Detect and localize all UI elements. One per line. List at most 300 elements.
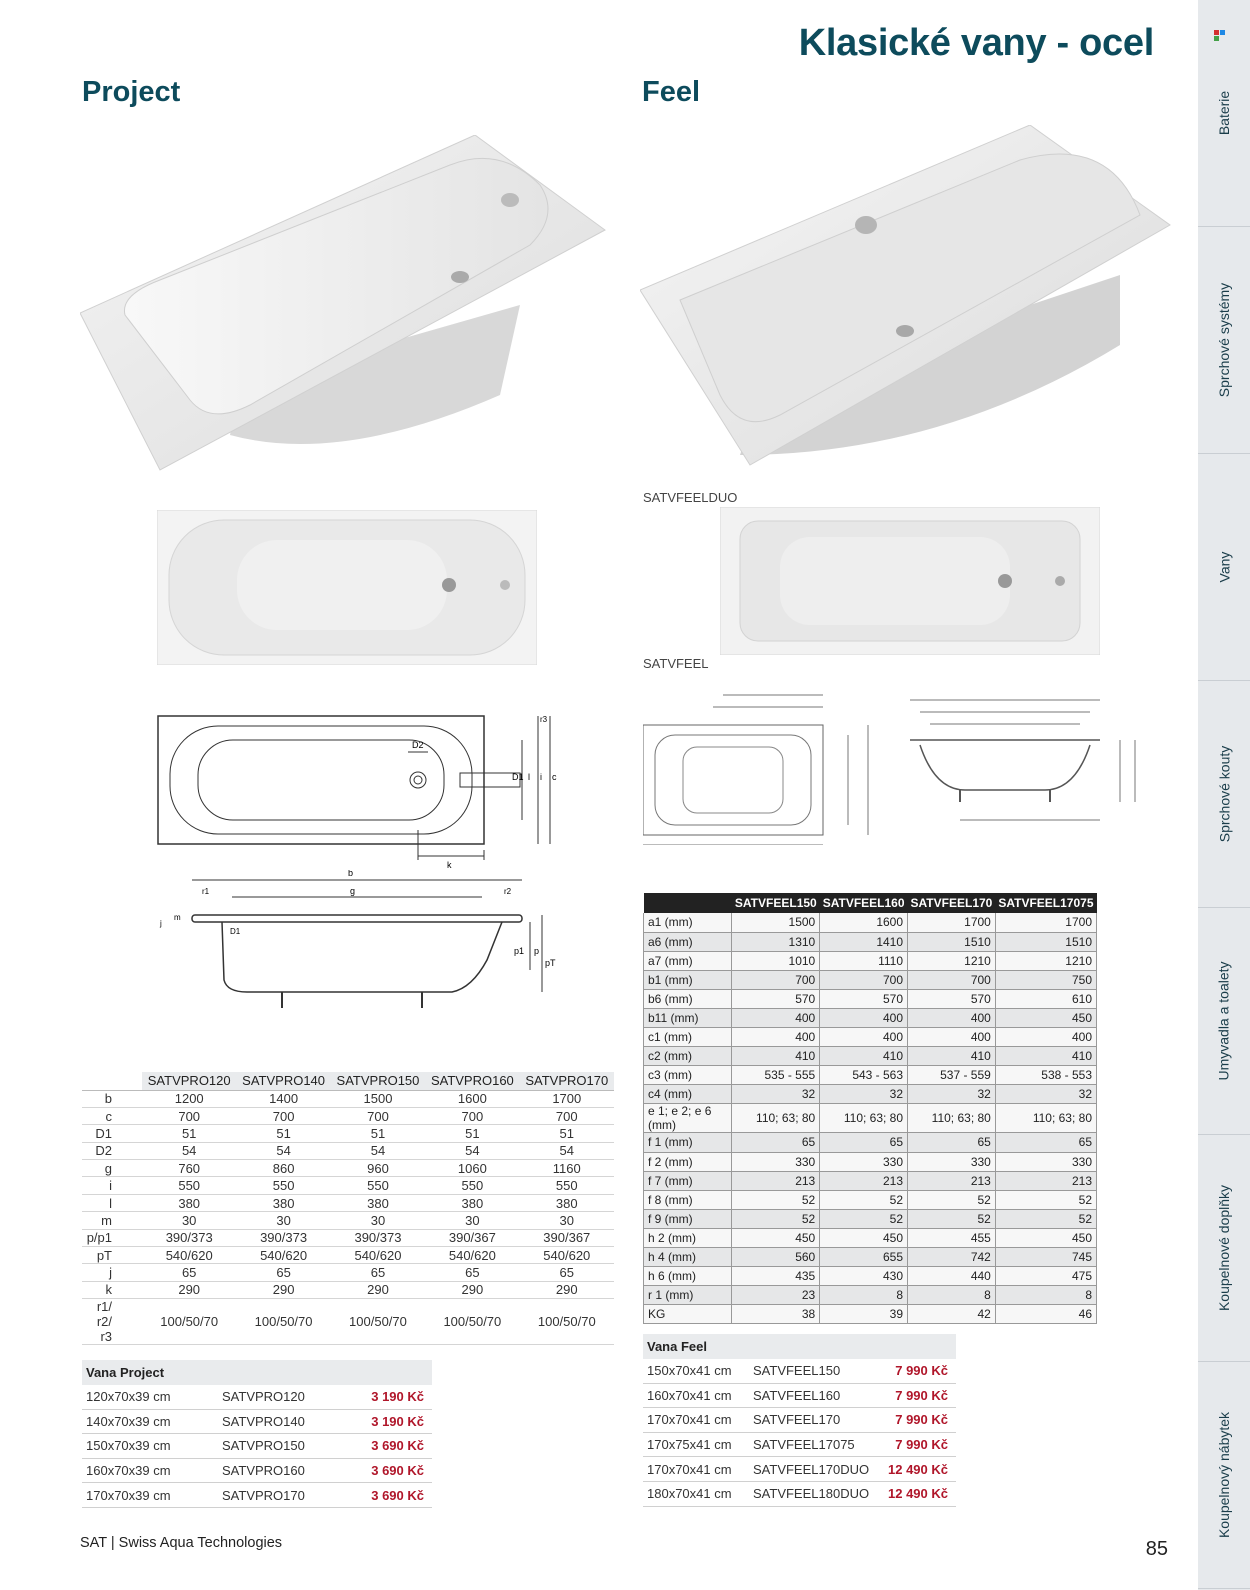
spec-cell: 400 — [732, 1008, 820, 1027]
price-row — [82, 1410, 432, 1435]
spec-row — [82, 1299, 614, 1345]
spec-cell: 65 — [908, 1133, 996, 1152]
price-size: 180x70x41 cm — [647, 1486, 732, 1502]
feel-spec-table — [643, 893, 1097, 1324]
spec-cell: 390/373 — [331, 1229, 425, 1246]
page-number: 85 — [1145, 1538, 1168, 1560]
price-size: 160x70x39 cm — [86, 1463, 171, 1479]
spec-cell: 540/620 — [236, 1247, 330, 1264]
price-table-title: Vana Project — [82, 1360, 432, 1385]
price-code: SATVPRO150 — [222, 1438, 305, 1454]
spec-cell: 390/373 — [142, 1229, 236, 1246]
spec-cell: 52 — [732, 1209, 820, 1228]
sidebar-item-koupelnový-nábytek[interactable] — [1198, 1362, 1250, 1589]
spec-cell: 1510 — [995, 932, 1096, 951]
price-row — [82, 1385, 432, 1410]
price-value: 7 990 Kč — [895, 1363, 948, 1379]
spec-cell: 410 — [820, 1047, 908, 1066]
project-spec-table — [82, 1072, 614, 1345]
spec-cell: 1700 — [908, 913, 996, 932]
spec-row-label: r 1 (mm) — [644, 1286, 732, 1305]
dim-label-p1: p1 — [514, 946, 525, 956]
price-size: 120x70x39 cm — [86, 1389, 171, 1405]
spec-cell: 1200 — [142, 1090, 236, 1107]
spec-row — [82, 1142, 614, 1159]
price-code: SATVFEEL17075 — [753, 1437, 855, 1453]
dim-label-i: i — [540, 772, 542, 782]
spec-cell: 30 — [425, 1212, 519, 1229]
spec-cell: 700 — [732, 970, 820, 989]
spec-cell: 65 — [732, 1133, 820, 1152]
price-code: SATVFEEL180DUO — [753, 1486, 870, 1502]
spec-row — [644, 1248, 1097, 1267]
spec-cell: 1700 — [995, 913, 1096, 932]
spec-cell: 65 — [425, 1264, 519, 1281]
spec-row-label: g — [82, 1160, 142, 1177]
spec-cell: 440 — [908, 1267, 996, 1286]
spec-row — [82, 1160, 614, 1177]
spec-cell: 700 — [520, 1107, 614, 1124]
spec-cell: 1410 — [820, 932, 908, 951]
dim-label-g: g — [350, 886, 356, 896]
spec-cell: 52 — [908, 1190, 996, 1209]
spec-row-label: c3 (mm) — [644, 1066, 732, 1085]
spec-row-label: c4 (mm) — [644, 1085, 732, 1104]
footer-brand: SAT | Swiss Aqua Technologies — [80, 1535, 283, 1551]
spec-row — [82, 1212, 614, 1229]
sidebar-item-label: Baterie — [1215, 90, 1232, 136]
spec-cell: 535 - 555 — [732, 1066, 820, 1085]
spec-cell: 435 — [732, 1267, 820, 1286]
spec-cell: 380 — [425, 1194, 519, 1211]
spec-cell: 65 — [820, 1133, 908, 1152]
spec-cell: 290 — [236, 1281, 330, 1298]
price-code: SATVFEEL170DUO — [753, 1461, 870, 1477]
spec-cell: 1210 — [908, 951, 996, 970]
price-row — [643, 1384, 956, 1409]
spec-row — [644, 1028, 1097, 1047]
spec-row-label: KG — [644, 1305, 732, 1324]
spec-row — [644, 1104, 1097, 1133]
spec-cell: 700 — [820, 970, 908, 989]
spec-cell: 380 — [520, 1194, 614, 1211]
spec-cell: 51 — [331, 1125, 425, 1142]
spec-row-label: j — [82, 1264, 142, 1281]
spec-row-label: a1 (mm) — [644, 913, 732, 932]
spec-cell: 1400 — [236, 1090, 330, 1107]
spec-cell: 100/50/70 — [142, 1299, 236, 1345]
spec-cell: 51 — [520, 1125, 614, 1142]
spec-row-label: f 2 (mm) — [644, 1152, 732, 1171]
spec-row-label: a6 (mm) — [644, 932, 732, 951]
spec-cell: 543 - 563 — [820, 1066, 908, 1085]
sidebar-item-label: Koupelnové doplňky — [1216, 1184, 1233, 1312]
spec-cell: 745 — [995, 1248, 1096, 1267]
spec-cell: 540/620 — [520, 1247, 614, 1264]
price-value: 12 490 Kč — [888, 1486, 948, 1502]
spec-cell: 742 — [908, 1248, 996, 1267]
spec-cell: 52 — [995, 1209, 1096, 1228]
spec-header: SATVFEEL17075 — [995, 893, 1096, 913]
spec-cell: 700 — [908, 970, 996, 989]
spec-cell: 570 — [820, 989, 908, 1008]
spec-cell: 32 — [908, 1085, 996, 1104]
spec-cell: 700 — [142, 1107, 236, 1124]
spec-cell: 540/620 — [331, 1247, 425, 1264]
price-table-project — [82, 1360, 432, 1508]
spec-row — [644, 1047, 1097, 1066]
spec-cell: 65 — [331, 1264, 425, 1281]
spec-row-label: h 6 (mm) — [644, 1267, 732, 1286]
spec-row-label: h 4 (mm) — [644, 1248, 732, 1267]
spec-row-label: m — [82, 1212, 142, 1229]
sidebar-item-umyvadla-a-toalety[interactable] — [1198, 908, 1250, 1135]
sidebar-item-koupelnové-doplňky[interactable] — [1198, 1135, 1250, 1362]
price-code: SATVPRO170 — [222, 1487, 305, 1503]
spec-cell: 860 — [236, 1160, 330, 1177]
caption-satvfeelduo: SATVFEELDUO — [643, 490, 738, 505]
spec-cell: 450 — [820, 1228, 908, 1247]
spec-cell: 1310 — [732, 932, 820, 951]
price-code: SATVPRO120 — [222, 1389, 305, 1405]
price-row — [643, 1482, 956, 1507]
spec-cell: 1110 — [820, 951, 908, 970]
spec-cell: 110; 63; 80 — [995, 1104, 1096, 1133]
caption-satvfeel: SATVFEEL — [643, 656, 709, 671]
spec-cell: 550 — [142, 1177, 236, 1194]
project-bathtub-photo — [80, 135, 610, 480]
price-size: 170x75x41 cm — [647, 1437, 732, 1453]
spec-header: SATVPRO150 — [331, 1072, 425, 1090]
spec-cell: 54 — [331, 1142, 425, 1159]
price-row — [643, 1359, 956, 1384]
spec-cell: 100/50/70 — [236, 1299, 330, 1345]
spec-cell: 1700 — [520, 1090, 614, 1107]
spec-row-label: b — [82, 1090, 142, 1107]
spec-row-label: l — [82, 1194, 142, 1211]
spec-row — [644, 1085, 1097, 1104]
dim-label-d1-side: D1 — [230, 927, 241, 936]
spec-header: SATVPRO120 — [142, 1072, 236, 1090]
spec-cell: 455 — [908, 1228, 996, 1247]
spec-cell: 1500 — [732, 913, 820, 932]
spec-cell: 550 — [331, 1177, 425, 1194]
dim-label-p: p — [534, 946, 540, 956]
spec-cell: 42 — [908, 1305, 996, 1324]
spec-row — [644, 1171, 1097, 1190]
price-code: SATVFEEL150 — [753, 1363, 841, 1379]
price-row — [82, 1459, 432, 1484]
spec-row-label: pT — [82, 1247, 142, 1264]
dim-label-c: c — [552, 772, 557, 782]
spec-cell: 700 — [331, 1107, 425, 1124]
spec-row — [82, 1177, 614, 1194]
spec-row — [644, 951, 1097, 970]
spec-row — [644, 932, 1097, 951]
spec-cell: 380 — [142, 1194, 236, 1211]
spec-cell: 330 — [908, 1152, 996, 1171]
spec-header: SATVFEEL150 — [732, 893, 820, 913]
spec-cell: 290 — [142, 1281, 236, 1298]
spec-cell: 51 — [236, 1125, 330, 1142]
price-table-feel — [643, 1334, 956, 1507]
price-row — [643, 1408, 956, 1433]
spec-row — [82, 1264, 614, 1281]
category-sidebar — [1198, 0, 1250, 1590]
spec-cell: 213 — [820, 1171, 908, 1190]
spec-cell: 540/620 — [425, 1247, 519, 1264]
spec-cell: 400 — [820, 1008, 908, 1027]
spec-header-blank — [82, 1072, 142, 1090]
spec-row-label: D2 — [82, 1142, 142, 1159]
spec-row — [644, 1008, 1097, 1027]
dim-label-d2: D2 — [412, 740, 424, 750]
price-code: SATVPRO160 — [222, 1463, 305, 1479]
spec-cell: 110; 63; 80 — [820, 1104, 908, 1133]
spec-cell: 330 — [732, 1152, 820, 1171]
spec-cell: 400 — [995, 1028, 1096, 1047]
spec-row-label: r1/ r2/ r3 — [82, 1299, 142, 1345]
spec-cell: 410 — [732, 1047, 820, 1066]
price-value: 3 190 Kč — [371, 1413, 424, 1429]
spec-cell: 760 — [142, 1160, 236, 1177]
spec-cell: 700 — [425, 1107, 519, 1124]
spec-cell: 450 — [732, 1228, 820, 1247]
spec-row-label: p/p1 — [82, 1229, 142, 1246]
spec-cell: 1600 — [820, 913, 908, 932]
spec-row-label: f 8 (mm) — [644, 1190, 732, 1209]
spec-cell: 110; 63; 80 — [908, 1104, 996, 1133]
spec-row — [82, 1229, 614, 1246]
spec-cell: 390/373 — [236, 1229, 330, 1246]
spec-cell: 52 — [820, 1190, 908, 1209]
spec-row — [644, 1152, 1097, 1171]
spec-cell: 430 — [820, 1267, 908, 1286]
spec-cell: 1060 — [425, 1160, 519, 1177]
spec-header: SATVPRO160 — [425, 1072, 519, 1090]
spec-row-label: b11 (mm) — [644, 1008, 732, 1027]
spec-header-blank — [644, 893, 732, 913]
price-code: SATVFEEL160 — [753, 1387, 841, 1403]
spec-cell: 39 — [820, 1305, 908, 1324]
spec-cell: 54 — [236, 1142, 330, 1159]
spec-row — [644, 1267, 1097, 1286]
spec-header: SATVPRO170 — [520, 1072, 614, 1090]
spec-cell: 32 — [732, 1085, 820, 1104]
spec-cell: 450 — [995, 1228, 1096, 1247]
sidebar-item-label: Vany — [1216, 551, 1232, 583]
spec-cell: 46 — [995, 1305, 1096, 1324]
price-value: 3 690 Kč — [371, 1487, 424, 1503]
spec-row-label: c — [82, 1107, 142, 1124]
spec-cell: 52 — [732, 1190, 820, 1209]
spec-row-label: f 1 (mm) — [644, 1133, 732, 1152]
spec-cell: 1210 — [995, 951, 1096, 970]
spec-row-label: a7 (mm) — [644, 951, 732, 970]
spec-cell: 51 — [425, 1125, 519, 1142]
feel-bathtub-photo — [640, 125, 1180, 475]
price-row — [643, 1433, 956, 1458]
spec-cell: 52 — [908, 1209, 996, 1228]
price-code: SATVPRO140 — [222, 1413, 305, 1429]
dim-label-b: b — [348, 870, 354, 878]
spec-row-label: b1 (mm) — [644, 970, 732, 989]
spec-cell: 610 — [995, 989, 1096, 1008]
spec-row-label: D1 — [82, 1125, 142, 1142]
spec-cell: 400 — [908, 1028, 996, 1047]
feel-technical-drawing-side — [905, 690, 1160, 845]
spec-row — [644, 1286, 1097, 1305]
spec-row — [644, 970, 1097, 989]
spec-row — [644, 1133, 1097, 1152]
spec-row — [82, 1247, 614, 1264]
dim-label-r3: r3 — [540, 715, 548, 724]
spec-cell: 380 — [236, 1194, 330, 1211]
sidebar-item-vany[interactable] — [1198, 454, 1250, 681]
spec-row — [644, 1066, 1097, 1085]
price-table-title: Vana Feel — [643, 1334, 956, 1359]
spec-cell: 213 — [908, 1171, 996, 1190]
spec-cell: 65 — [142, 1264, 236, 1281]
spec-cell: 540/620 — [142, 1247, 236, 1264]
spec-cell: 1500 — [331, 1090, 425, 1107]
spec-cell: 30 — [236, 1212, 330, 1229]
section-title-feel: Feel — [642, 76, 701, 108]
price-size: 170x70x41 cm — [647, 1461, 732, 1477]
price-value: 7 990 Kč — [895, 1437, 948, 1453]
dim-label-l: l — [528, 772, 530, 782]
dim-label-r2: r2 — [504, 887, 512, 896]
price-size: 140x70x39 cm — [86, 1413, 171, 1429]
spec-cell: 750 — [995, 970, 1096, 989]
spec-row-label: k — [82, 1281, 142, 1298]
spec-cell: 54 — [425, 1142, 519, 1159]
price-value: 3 690 Kč — [371, 1463, 424, 1479]
feel-technical-drawing-top — [643, 685, 888, 845]
spec-row — [644, 1209, 1097, 1228]
price-value: 12 490 Kč — [888, 1461, 948, 1477]
spec-cell: 538 - 553 — [995, 1066, 1096, 1085]
spec-cell: 655 — [820, 1248, 908, 1267]
spec-cell: 330 — [820, 1152, 908, 1171]
price-row — [82, 1483, 432, 1508]
spec-cell: 400 — [908, 1008, 996, 1027]
spec-cell: 30 — [331, 1212, 425, 1229]
project-technical-drawing-side — [152, 870, 572, 1020]
price-size: 150x70x41 cm — [647, 1363, 732, 1379]
spec-row — [644, 989, 1097, 1008]
spec-row-label: c1 (mm) — [644, 1028, 732, 1047]
spec-header: SATVFEEL160 — [820, 893, 908, 913]
price-code: SATVFEEL170 — [753, 1412, 841, 1428]
spec-cell: 8 — [908, 1286, 996, 1305]
sidebar-item-sprchové-kouty[interactable] — [1198, 681, 1250, 908]
spec-cell: 1510 — [908, 932, 996, 951]
spec-row-label: f 9 (mm) — [644, 1209, 732, 1228]
spec-cell: 560 — [732, 1248, 820, 1267]
spec-cell: 450 — [995, 1008, 1096, 1027]
spec-cell: 8 — [995, 1286, 1096, 1305]
spec-row — [644, 1190, 1097, 1209]
spec-cell: 290 — [425, 1281, 519, 1298]
spec-cell: 390/367 — [520, 1229, 614, 1246]
spec-cell: 537 - 559 — [908, 1066, 996, 1085]
spec-header: SATVFEEL170 — [908, 893, 996, 913]
spec-cell: 213 — [732, 1171, 820, 1190]
price-value: 3 190 Kč — [371, 1389, 424, 1405]
spec-cell: 410 — [995, 1047, 1096, 1066]
spec-cell: 54 — [520, 1142, 614, 1159]
spec-row — [82, 1090, 614, 1107]
spec-cell: 400 — [732, 1028, 820, 1047]
spec-row — [644, 1305, 1097, 1324]
project-bathtub-top-photo — [157, 510, 537, 665]
spec-cell: 550 — [425, 1177, 519, 1194]
spec-cell: 23 — [732, 1286, 820, 1305]
spec-cell: 100/50/70 — [425, 1299, 519, 1345]
price-row — [643, 1457, 956, 1482]
dim-label-r1: r1 — [202, 887, 210, 896]
spec-cell: 100/50/70 — [331, 1299, 425, 1345]
dim-label-k: k — [447, 860, 452, 870]
spec-cell: 30 — [520, 1212, 614, 1229]
spec-cell: 570 — [732, 989, 820, 1008]
page-title: Klasické vany - ocel — [798, 22, 1154, 64]
spec-cell: 290 — [520, 1281, 614, 1298]
spec-cell: 700 — [236, 1107, 330, 1124]
spec-cell: 1160 — [520, 1160, 614, 1177]
spec-row — [82, 1281, 614, 1298]
spec-row — [644, 1228, 1097, 1247]
price-value: 7 990 Kč — [895, 1412, 948, 1428]
spec-cell: 65 — [236, 1264, 330, 1281]
spec-cell: 290 — [331, 1281, 425, 1298]
sidebar-item-label: Sprchové kouty — [1216, 745, 1232, 843]
dim-label-m: m — [174, 913, 181, 922]
spec-row — [644, 913, 1097, 932]
price-size: 170x70x41 cm — [647, 1412, 732, 1428]
price-value: 7 990 Kč — [895, 1387, 948, 1403]
price-row — [82, 1434, 432, 1459]
sidebar-item-sprchové-systémy[interactable] — [1198, 227, 1250, 454]
spec-cell: 100/50/70 — [520, 1299, 614, 1345]
spec-cell: 110; 63; 80 — [732, 1104, 820, 1133]
spec-cell: 390/367 — [425, 1229, 519, 1246]
spec-row — [82, 1107, 614, 1124]
sidebar-item-baterie[interactable] — [1198, 0, 1250, 227]
dim-label-d1: D1 — [512, 772, 524, 782]
spec-cell: 410 — [908, 1047, 996, 1066]
spec-cell: 65 — [520, 1264, 614, 1281]
spec-cell: 8 — [820, 1286, 908, 1305]
spec-cell: 32 — [995, 1085, 1096, 1104]
sidebar-item-label: Umyvadla a toalety — [1216, 961, 1232, 1081]
spec-row-label: i — [82, 1177, 142, 1194]
spec-cell: 960 — [331, 1160, 425, 1177]
spec-cell: 475 — [995, 1267, 1096, 1286]
spec-cell: 550 — [236, 1177, 330, 1194]
spec-cell: 550 — [520, 1177, 614, 1194]
price-size: 160x70x41 cm — [647, 1387, 732, 1403]
feel-bathtub-top-photo — [720, 507, 1100, 655]
spec-cell: 54 — [142, 1142, 236, 1159]
price-size: 150x70x39 cm — [86, 1438, 171, 1454]
spec-cell: 52 — [820, 1209, 908, 1228]
project-technical-drawing-top — [150, 710, 570, 875]
price-size: 170x70x39 cm — [86, 1487, 171, 1503]
spec-cell: 330 — [995, 1152, 1096, 1171]
spec-row — [82, 1125, 614, 1142]
